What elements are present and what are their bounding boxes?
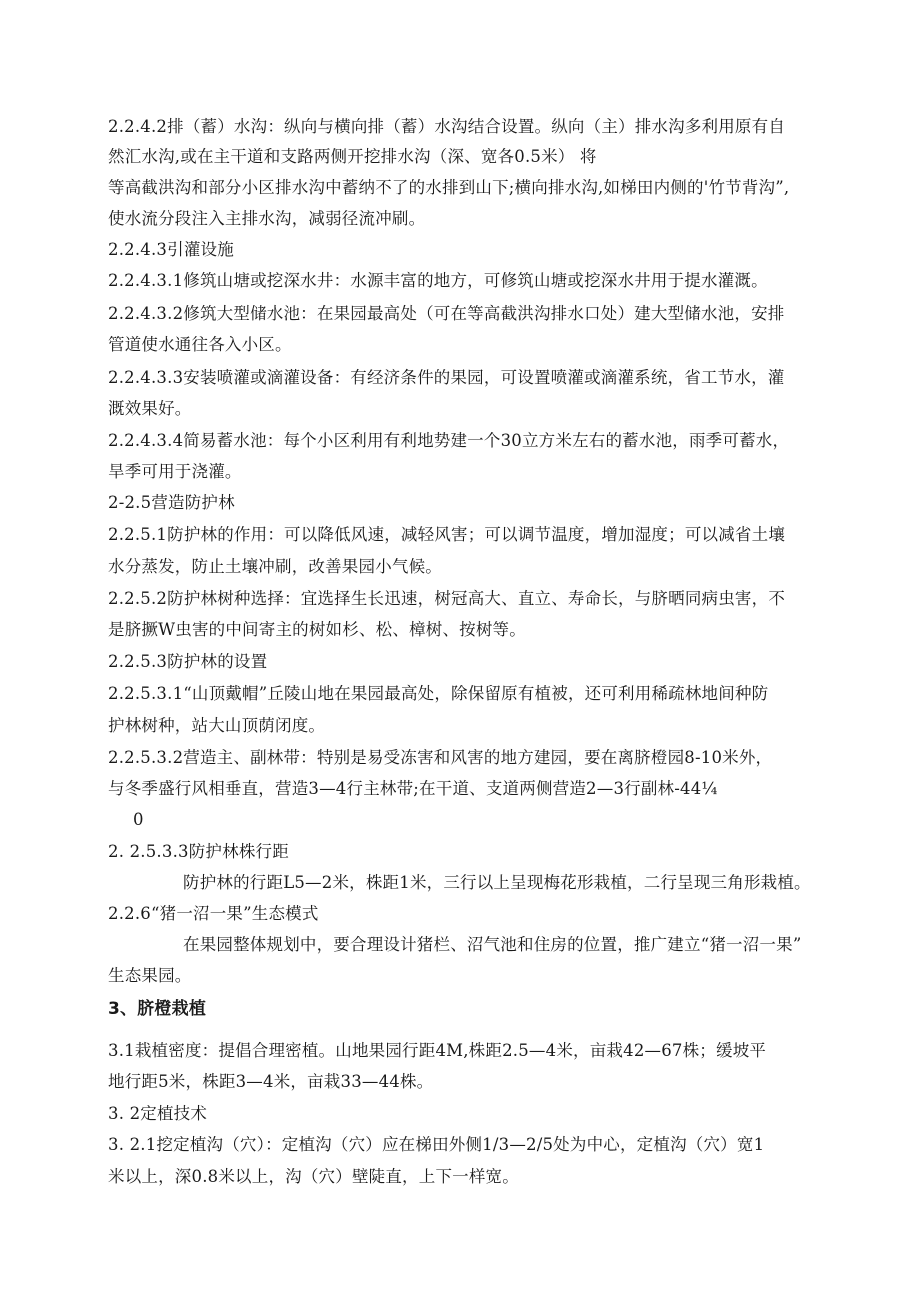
text-line: 2.2.4.3.2修筑大型储水池：在果园最高处（可在等高截洪沟排水口处）建大型储水池，安排 [108,304,785,323]
text-line: 2.2.5.2防护林树种选择：宜选择生长迅速，树冠高大、直立、寿命长，与脐晒同病虫害，不 [108,589,786,608]
text-line: 2.2.5.1防护林的作用：可以降低风速，减轻风害；可以调节温度，增加湿度；可以减省土壤 [108,525,786,544]
text-line: 0 [133,810,144,829]
text-line: 2.2.5.3.1“山顶戴帽”丘陵山地在果园最高处，除保留原有植被，还可利用稀疏林地间种防 [108,684,769,703]
section-heading: 2.2.6“猪一沼一果”生态模式 [108,904,319,923]
text-line: 2.2.4.3.3安装喷灌或滴灌设备：有经济条件的果园，可设置喷灌或滴灌系统，省工节水，灌 [108,368,785,387]
section-heading: 2.2.4.3引灌设施 [108,240,234,259]
text-line: 2.2.4.2排（蓄）水沟：纵向与横向排（蓄）水沟结合设置。纵向（主）排水沟多利用原有自 [108,117,786,136]
text-line: 3. 2.1挖定植沟（穴）：定植沟（穴）应在梯田外侧1/3—2/5处为中心，定植沟（穴）宽1 [108,1135,765,1154]
text-line: 2.2.5.3.2营造主、副林带：特别是易受冻害和风害的地方建园，要在离脐橙园8-10米外， [108,748,773,767]
text-line: 溉效果好。 [108,399,192,418]
text-line: 护林树种，站大山顶荫闭度。 [108,716,326,735]
text-line: 生态果园。 [108,966,192,985]
text-line: 2.2.4.3.1修筑山塘或挖深水井：水源丰富的地方，可修筑山塘或挖深水井用于提水灌溉。 [108,271,768,290]
section-heading: 2.2.5.3防护林的设置 [108,652,268,671]
text-line: 3.1栽植密度：提倡合理密植。山地果园行距4M,株距2.5—4米，亩栽42—67株；缓坡平 [108,1041,767,1060]
text-line: 水分蒸发，防止土壤冲刷，改善果园小气候。 [108,557,442,576]
text-line: 防护林的行距L5—2米，株距1米，三行以上呈现梅花形栽植，二行呈现三角形栽植。 [183,873,811,892]
text-line: 管道使水通往各入小区。 [108,335,292,354]
text-line: 2.2.4.3.4简易蓄水池：每个小区利用有利地势建一个30立方米左右的蓄水池，雨季可蓄水， [108,431,790,450]
text-line: 旱季可用于浇灌。 [108,462,242,481]
section-heading: 2-2.5营造防护林 [108,493,235,512]
text-line: 然汇水沟,或在主干道和支路两侧开挖排水沟（深、宽各0.5米） 将 [108,147,597,166]
text-line: 米以上，深0.8米以上，沟（穴）壁陡直，上下一样宽。 [108,1167,519,1186]
text-line: 在果园整体规划中，要合理设计猪栏、沼气池和住房的位置，推广建立“猪一沼一果” [183,935,802,954]
text-line: 地行距5米，株距3—4米，亩栽33—44株。 [108,1072,434,1091]
section-heading: 2. 2.5.3.3防护林株行距 [108,842,289,861]
text-line: 与冬季盛行风相垂直，营造3—4行主林带;在干道、支道两侧营造2—3行副林-44¼ [108,779,718,798]
chapter-heading: 3、脐橙栽植 [108,999,207,1019]
text-line: 使水流分段注入主排水沟，减弱径流冲刷。 [108,209,426,228]
text-line: 等高截洪沟和部分小区排水沟中蓄纳不了的水排到山下;横向排水沟,如梯田内侧的'竹节背沟”, [108,178,790,197]
section-heading: 3. 2定植技术 [108,1104,208,1123]
text-line: 是脐撅W虫害的中间寄主的树如杉、松、樟树、按树等。 [108,620,526,639]
